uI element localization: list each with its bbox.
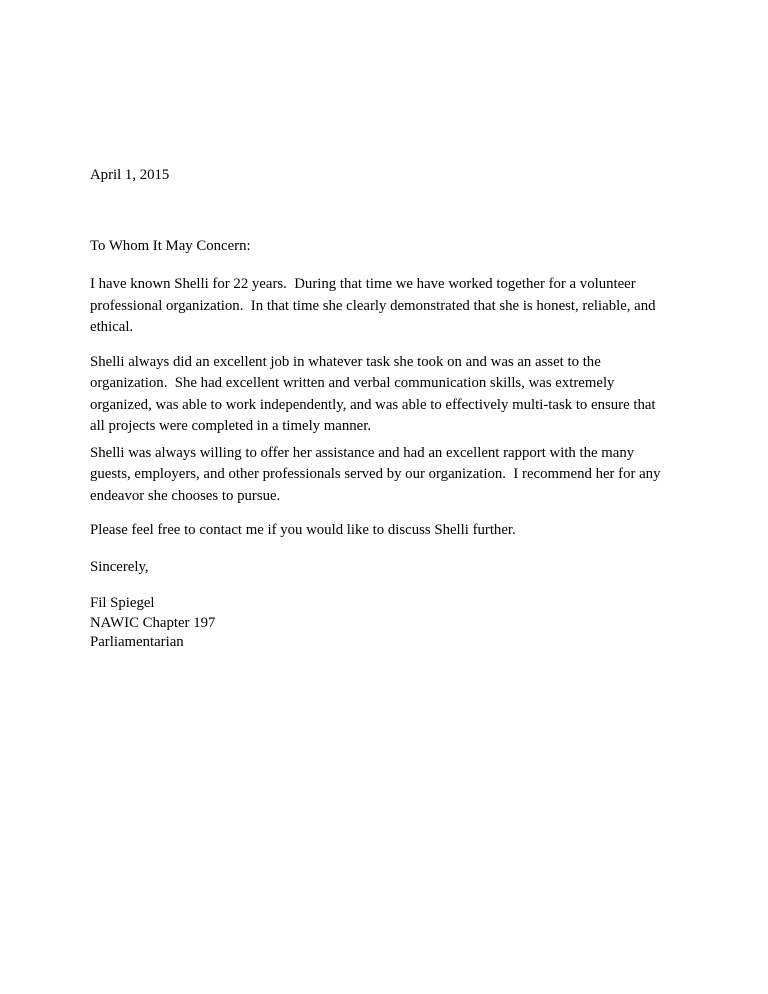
paragraph-3-line-1: Shelli was always willing to offer her assistance and had an excellent rapport with the many	[90, 445, 635, 461]
paragraph-1-line-2: professional organization. In that time she clearly demonstrated that she is honest, reliable, and	[90, 298, 656, 314]
paragraph-1-line-3: ethical.	[90, 319, 134, 335]
salutation: To Whom It May Concern:	[90, 238, 251, 254]
signature-organization: NAWIC Chapter 197	[90, 615, 216, 631]
paragraph-1-line-1: I have known Shelli for 22 years. During that time we have worked together for a volunteer	[90, 276, 636, 292]
signature-name: Fil Spiegel	[90, 595, 155, 611]
paragraph-2-line-1: Shelli always did an excellent job in whatever task she took on and was an asset to the	[90, 354, 601, 370]
paragraph-4-line-1: Please feel free to contact me if you would like to discuss Shelli further.	[90, 522, 516, 538]
signature-title: Parliamentarian	[90, 634, 184, 650]
closing: Sincerely,	[90, 559, 149, 575]
paragraph-2-line-4: all projects were completed in a timely manner.	[90, 418, 372, 434]
paragraph-2-line-2: organization. She had excellent written and verbal communication skills, was extremely	[90, 375, 615, 391]
letter-date: April 1, 2015	[90, 167, 170, 183]
paragraph-3-line-2: guests, employers, and other professionals served by our organization. I recommend her for any	[90, 466, 661, 482]
paragraph-2-line-3: organized, was able to work independently, and was able to effectively multi-task to ensure that	[90, 397, 656, 413]
paragraph-3-line-3: endeavor she chooses to pursue.	[90, 488, 281, 504]
